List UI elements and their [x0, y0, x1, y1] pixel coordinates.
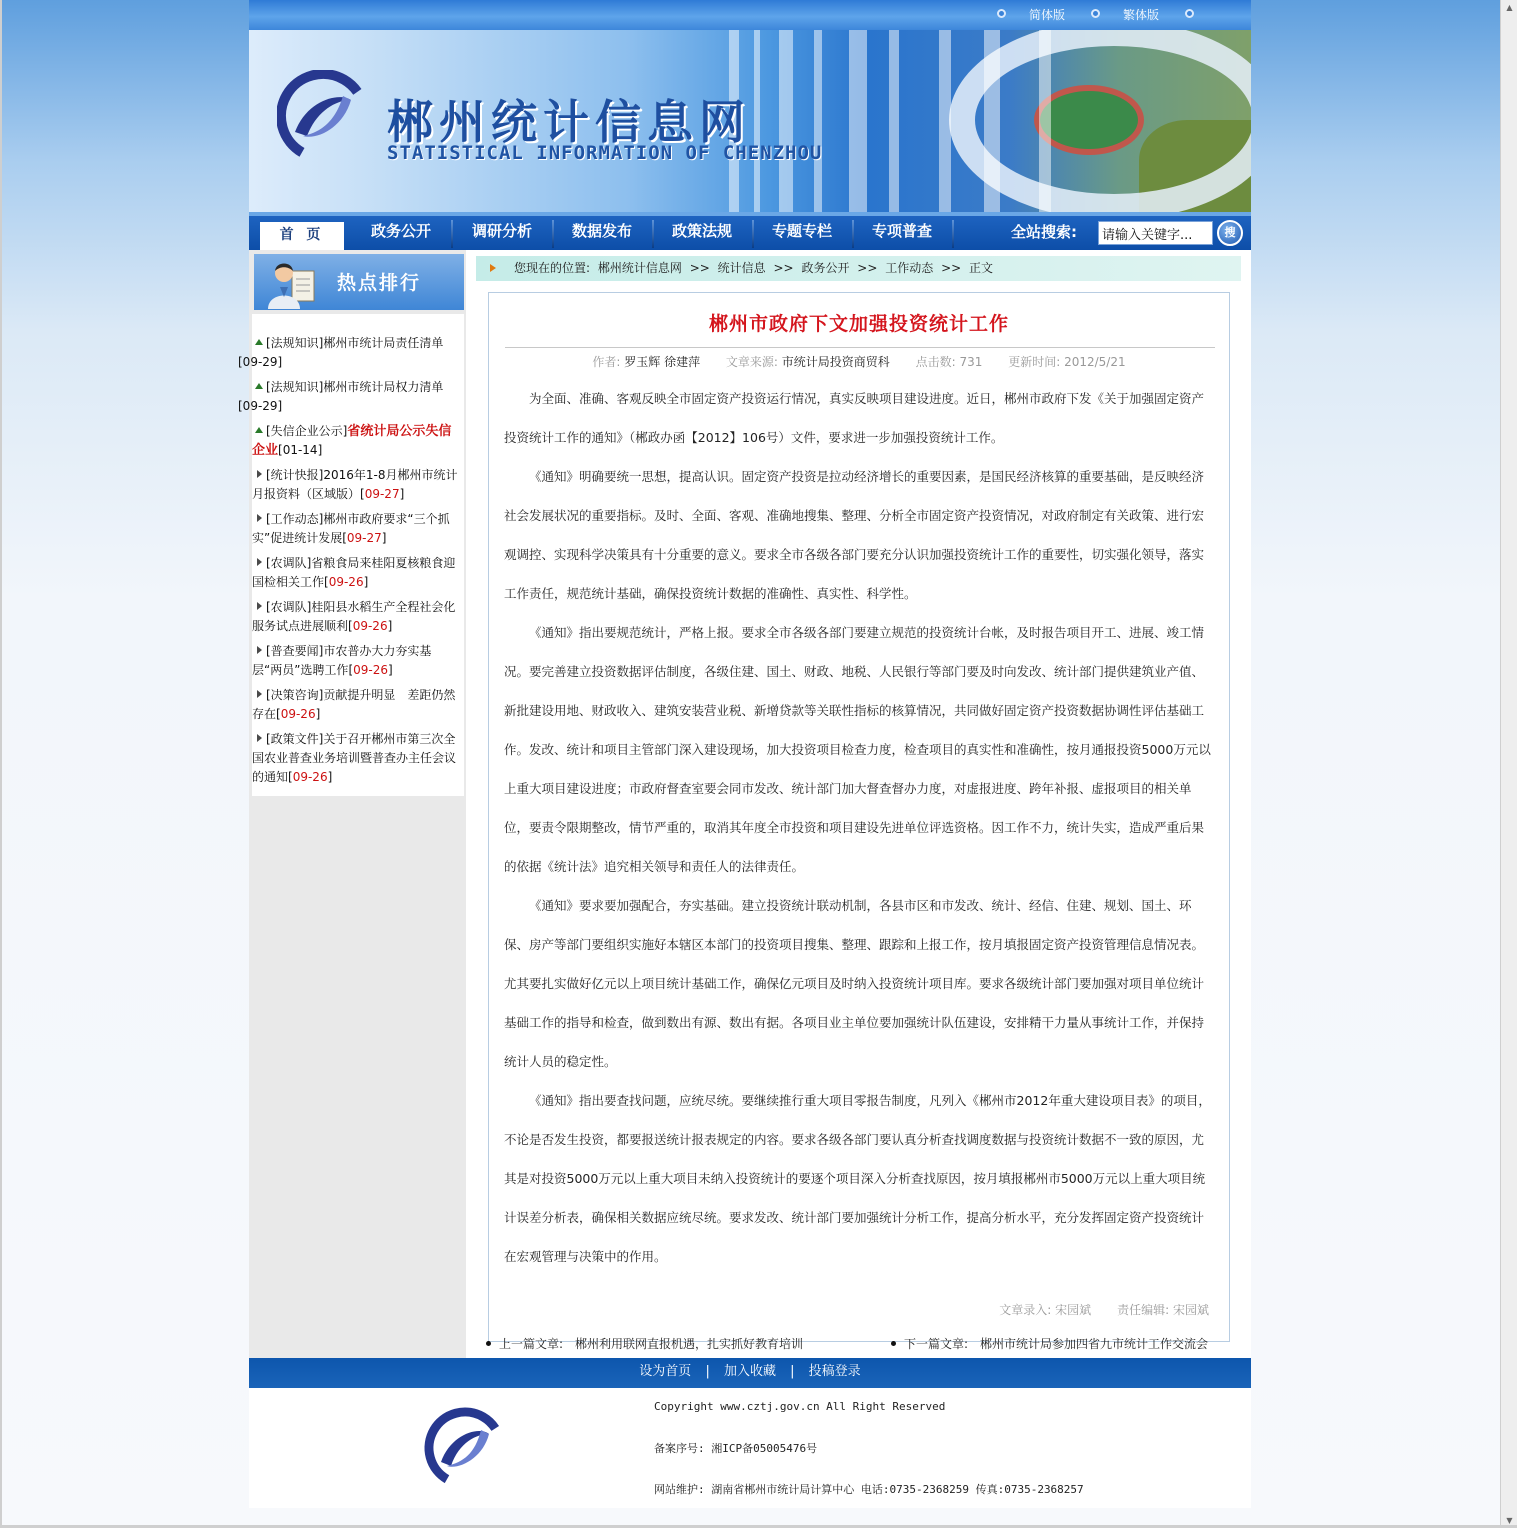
nav-census[interactable]: 专项普查 [871, 222, 932, 240]
bullet-circle-icon [1091, 9, 1100, 18]
breadcrumb-gov-affairs-link[interactable]: 政务公开 [801, 261, 850, 275]
window-left-border [0, 0, 2, 1528]
page-container [238, 0, 1251, 1508]
copyright-text: Copyright www.cztj.gov.cn All Right Reserved [654, 1400, 946, 1413]
main-nav [249, 212, 1251, 250]
hot-ranking-list [238, 314, 464, 796]
submission-login-link[interactable]: 投稿登录 [808, 1364, 861, 1379]
nav-data-release[interactable]: 数据发布 [571, 222, 632, 240]
nav-government-affairs[interactable]: 政务公开 [370, 222, 431, 240]
green-arrow-icon [255, 339, 263, 345]
breadcrumb-stats-info-link[interactable]: 统计信息 [717, 261, 766, 275]
bullet-circle-icon [997, 9, 1006, 18]
triangle-bullet-icon [257, 470, 262, 478]
list-item[interactable]: [普查要闻]市农普办大力夯实基层“两员”选聘工作[09-26] [252, 644, 432, 677]
triangle-bullet-icon [257, 602, 262, 610]
vertical-scrollbar[interactable] [1500, 0, 1517, 1528]
list-item[interactable]: [决策咨询]贡献提升明显 差距仍然存在[09-26] [252, 688, 456, 721]
paragraph: 《通知》指出要规范统计，严格上报。要求全市各级各部门要建立规范的投资统计台帐，及时报告项目开工、进展、竣工情况。要完善建立投资数据评估制度，各级住建、国土、财政、地税、人民银行等部门要及时向发改、统计部门提供建筑业产值、新批建设用地、财政收入、建筑安装营业税、新增贷款等关联性指标的核算情况，共同做好固定资产投资数据协调性评估基础工作。发改、统计和项目主管部门深入建设现场，加大投资项目检查力度，检查项目的真实性和准确性，按月通报投资5000万元以上重大项目建设进度；市政府督查室要会同市发改、统计部门加大督查督办力度，对虚报进度、跨年补报、虚报项目的相关单位，要责令限期整改，情节严重的，取消其年度全市投资和项目建设先进单位评选资格。因工作不力，统计失实，造成严重后果的依据《统计法》追究相关领导和责任人的法律责任。 [504, 625, 1211, 874]
add-favorite-link[interactable]: 加入收藏 [723, 1364, 776, 1379]
green-arrow-icon [255, 383, 263, 389]
article-title: 郴州市政府下文加强投资统计工作 [708, 313, 1009, 335]
next-article[interactable]: 下一篇文章: 郴州市统计局参加四省九市统计工作交流会 [891, 1335, 1208, 1352]
list-item[interactable]: [法规知识]郴州市统计局权力清单 [09-29] [238, 380, 444, 413]
top-language-bar [249, 0, 1251, 30]
simplified-version-link[interactable]: 简体版 [1029, 8, 1066, 22]
list-item[interactable]: [工作动态]郴州市政府要求“三个抓实”促进统计发展[09-27] [252, 512, 450, 545]
breadcrumb-home-link[interactable]: 郴州统计信息网 [597, 261, 682, 275]
article-body [504, 379, 1216, 1276]
prev-article[interactable]: 上一篇文章: 郴州利用联网直报机遇，扎实抓好教育培训 [486, 1335, 803, 1352]
list-item[interactable]: [农调队]省粮食局来桂阳夏核粮食迎国检相关工作[09-26] [252, 556, 456, 589]
prev-next-links [476, 1335, 1246, 1355]
footer-logo-icon [421, 1406, 509, 1490]
nav-policies[interactable]: 政策法规 [671, 222, 732, 240]
article-box [488, 292, 1230, 1342]
list-item[interactable]: [统计快报]2016年1-8月郴州市统计月报资料（区域版）[09-27] [252, 468, 458, 501]
traditional-version-link[interactable]: 繁体版 [1123, 8, 1160, 22]
scroll-up-arrow-icon[interactable]: ▲ [1506, 3, 1513, 12]
search-label: 全站搜索: [1011, 223, 1077, 241]
triangle-bullet-icon [257, 646, 262, 654]
list-item[interactable]: [失信企业公示]省统计局公示失信企业[01-14] [252, 424, 452, 458]
list-item[interactable]: [法规知识]郴州市统计局责任清单 [09-29] [238, 336, 444, 369]
footer [249, 1388, 1251, 1508]
site-logo-icon [277, 70, 369, 162]
set-homepage-link[interactable]: 设为首页 [639, 1364, 692, 1379]
site-title: 郴州统计信息网 [387, 95, 751, 149]
site-banner [249, 30, 1251, 212]
maintenance-text: 网站维护: 湖南省郴州市统计局计算中心 电话:0735-2368259 传真:0735-2368257 [654, 1483, 1084, 1496]
hot-ranking-header [254, 254, 464, 310]
orange-arrow-icon [490, 264, 496, 272]
list-item[interactable]: [政策文件]关于召开郴州市第三次全国农业普查业务培训暨普查办主任会议的通知[09-26] [252, 732, 457, 784]
bullet-circle-icon [1185, 9, 1194, 18]
next-article-link[interactable]: 郴州市统计局参加四省九市统计工作交流会 [980, 1337, 1209, 1351]
green-arrow-icon [255, 427, 263, 433]
hot-ranking-title: 热点排行 [337, 272, 422, 294]
sidebar [238, 250, 466, 1358]
nav-research-analysis[interactable]: 调研分析 [471, 222, 532, 240]
prev-article-link[interactable]: 郴州利用联网直报机遇，扎实抓好教育培训 [575, 1337, 804, 1351]
divider [505, 347, 1215, 348]
breadcrumb: 您现在的位置: 郴州统计信息网 >> 统计信息 >> 政务公开 >> 工作动态 >> 正文 [476, 256, 1241, 281]
triangle-bullet-icon [257, 690, 262, 698]
icp-text: 备案序号: 湘ICP备05005476号 [654, 1442, 818, 1455]
triangle-bullet-icon [257, 514, 262, 522]
site-subtitle: STATISTICAL INFORMATION OF CHENZHOU [387, 142, 823, 164]
article-meta: 作者: 罗玉辉 徐建萍 文章来源: 市统计局投资商贸科 点击数: 731 更新时间: 2012/5/21 [592, 355, 1126, 369]
triangle-bullet-icon [257, 734, 262, 742]
breadcrumb-work-news-link[interactable]: 工作动态 [885, 261, 934, 275]
main-area [238, 250, 1251, 1358]
nav-home[interactable]: 首 页 [260, 222, 344, 250]
footer-links-bar: 设为首页 | 加入收藏 | 投稿登录 [249, 1358, 1251, 1388]
paragraph: 《通知》要求要加强配合，夯实基础。建立投资统计联动机制，各县市区和市发改、统计、经信、住建、规划、国土、环保、房产等部门要组织实施好本辖区本部门的投资项目搜集、整理、跟踪和上报工作，按月填报固定资产投资管理信息情况表。尤其要扎实做好亿元以上项目统计基础工作，确保亿元项目及时纳入投资统计项目库。要求各级统计部门要加强对项目单位统计基础工作的指导和检查，做到数出有源、数出有据。各项目业主单位要加强统计队伍建设，安排精干力量从事统计工作，并保持统计人员的稳定性。 [504, 898, 1205, 1069]
paragraph: 为全面、准确、客观反映全市固定资产投资运行情况，真实反映项目建设进度。近日，郴州市政府下发《关于加强固定资产投资统计工作的通知》（郴政办函【2012】106号）文件，要求进一步加强投资统计工作。 [504, 391, 1205, 445]
scroll-down-arrow-icon[interactable]: ▼ [1506, 1516, 1513, 1525]
list-item[interactable]: [农调队]桂阳县水稻生产全程社会化服务试点进展顺利[09-26] [252, 600, 456, 633]
paragraph: 《通知》明确要统一思想，提高认识。固定资产投资是拉动经济增长的重要因素，是国民经济核算的重要基础，是反映经济社会发展状况的重要指标。及时、全面、客观、准确地搜集、整理、分析全市固定资产投资情况，对政府制定有关政策、进行宏观调控、实现科学决策具有十分重要的意义。要求全市各级各部门要充分认识加强投资统计工作的重要性，切实强化领导，落实工作责任，规范统计基础，确保投资统计数据的准确性、真实性、科学性。 [504, 469, 1205, 601]
person-clipboard-icon [266, 257, 318, 309]
paragraph: 《通知》指出要查找问题，应统尽统。要继续推行重大项目零报告制度，凡列入《郴州市2012年重大建设项目表》的项目，不论是否发生投资，都要报送统计报表规定的内容。要求各级各部门要认真分析查找调度数据与投资统计数据不一致的原因，尤其是对投资5000万元以上重大项目未纳入投资统计的要逐个项目深入分析查找原因，按月填报郴州市5000万元以上重大项目统计误差分析表，确保相关数据应统尽统。要求发改、统计部门要加强统计分析工作，提高分析水平，充分发挥固定资产投资统计在宏观管理与决策中的作用。 [504, 1093, 1211, 1264]
article-editors: 文章录入: 宋园斌 责任编辑: 宋园斌 [999, 1303, 1209, 1317]
content-area [466, 250, 1251, 1358]
search-input[interactable] [1098, 221, 1213, 245]
triangle-bullet-icon [257, 558, 262, 566]
search-button[interactable]: 搜 [1217, 220, 1243, 246]
nav-special-topics[interactable]: 专题专栏 [771, 222, 832, 240]
